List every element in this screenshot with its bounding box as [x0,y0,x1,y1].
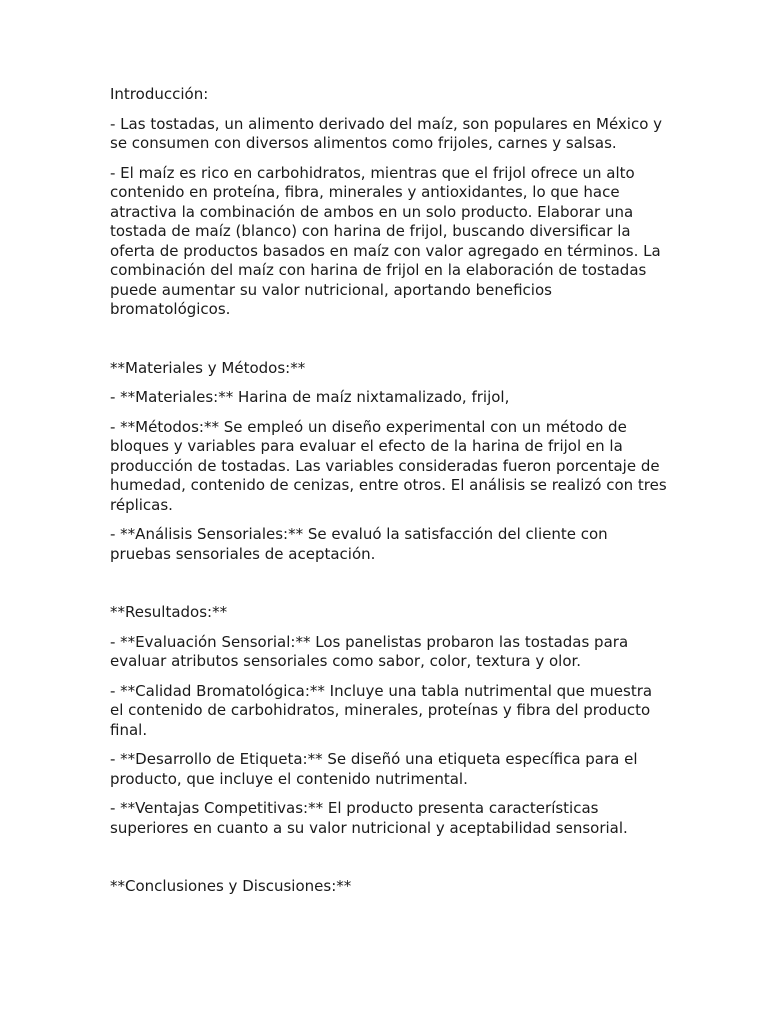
conclusions-heading: **Conclusiones y Discusiones:** [110,877,352,895]
section-gap [110,848,670,877]
methods-sensory-analysis: - **Análisis Sensoriales:** Se evaluó la satisfacción del cliente con pruebas sensoriales de aceptación. [110,525,608,563]
document-page [110,85,670,907]
intro-paragraph-2: - El maíz es rico en carbohidratos, mientras que el frijol ofrece un alto contenido en proteína, fibra, minerales y antioxidantes, lo que hace atractiva la combinación de ambos en un solo producto. Elaborar una tostada de maíz (blanco) con harina de frijol, buscando diversificar la oferta de productos basados en maíz con valor agregado en términos. La combinación del maíz con harina de frijol en la elaboración de tostadas puede aumentar su valor nutricional, aportando beneficios bromatológicos. [110,163,661,318]
results-heading: **Resultados:** [110,603,228,621]
results-competitive-advantages: - **Ventajas Competitivas:** El producto presenta características superiores en cuanto a su valor nutricional y aceptabilidad sensorial. [110,799,628,837]
methods-materials: - **Materiales:** Harina de maíz nixtamalizado, frijol, [110,388,510,406]
methods-heading: **Materiales y Métodos:** [110,358,306,377]
results-sensory-evaluation: - **Evaluación Sensorial:** Los panelistas probaron las tostadas para evaluar atributos sensoriales como sabor, color, textura y olor. [110,632,629,670]
section-gap [110,574,670,603]
methods-description: - **Métodos:** Se empleó un diseño experimental con un método de bloques y variables para evaluar el efecto de la harina de frijol en la producción de tostadas. Las variables consideradas fueron porcentaje de humedad, contenido de cenizas, entre otros. El análisis se realizó con tres réplicas. [110,417,667,514]
intro-heading: Introducción: [110,85,209,103]
results-bromatological-quality: - **Calidad Bromatológica:** Incluye una tabla nutrimental que muestra el contenido de carbohidratos, minerales, proteínas y fibra del producto final. [110,681,653,739]
intro-paragraph-1: - Las tostadas, un alimento derivado del maíz, son populares en México y se consumen con diversos alimentos como frijoles, carnes y salsas. [110,114,663,152]
results-label-development: - **Desarrollo de Etiqueta:** Se diseñó una etiqueta específica para el producto, que incluye el contenido nutrimental. [110,750,638,788]
section-gap [110,330,670,359]
